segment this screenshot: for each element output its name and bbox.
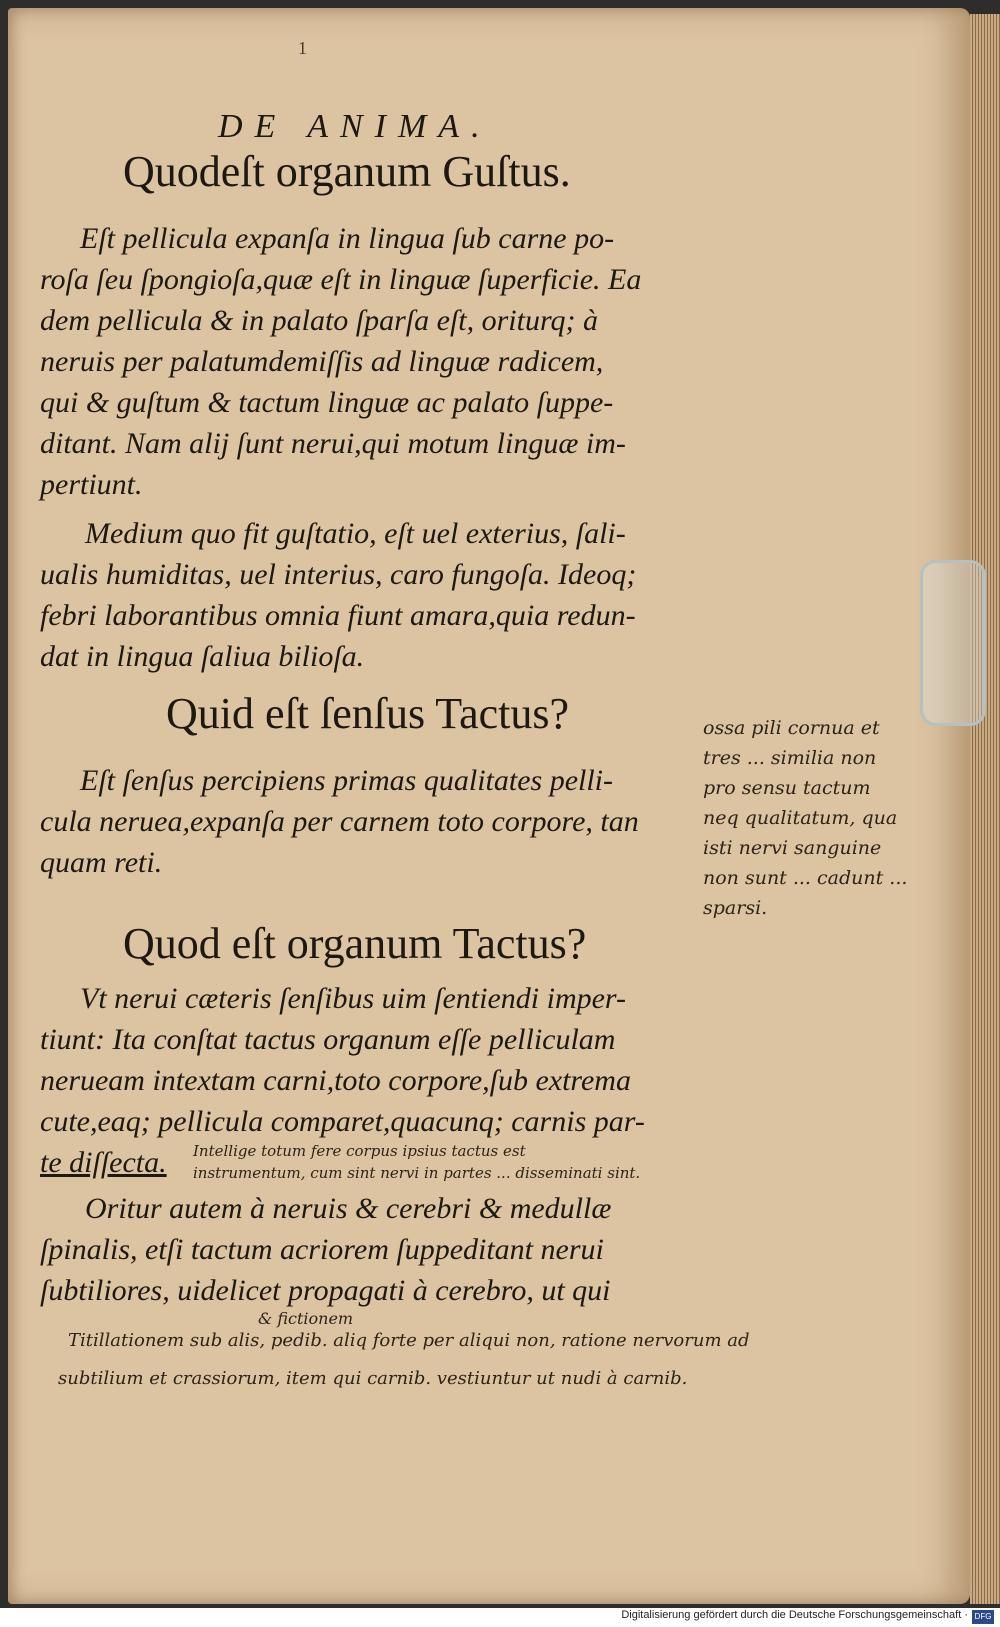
text-line: tiunt: Ita conſtat tactus organum eſſe pelliculam [40,1023,616,1056]
digitization-credit: Digitalisierung gefördert durch die Deutsche Forschungsgemeinschaft · [621,1609,968,1621]
margin-note: ossa pili cornua et tres ... similia non pro sensu tactum neq qualitatum, qua isti nervi sanguine non sunt ... cadunt ... sparsi. [703,717,908,919]
text-line: pertiunt. [40,468,143,501]
text-line: Eſt ſenſus percipiens primas qualitates pelli- [80,764,613,797]
heading-sensus-tactus: Quid eſt ſenſus Tactus? [166,689,570,738]
text-line: Vt nerui cæteris ſenſibus uim ſentiendi imper- [80,982,626,1015]
text-line: neruis per palatumdemiſſis ad linguæ radicem, [40,345,604,378]
inline-note: instrumentum, cum sint nervi in partes ... disseminati sint. [193,1164,641,1182]
book-page [8,8,970,1604]
paragraph [40,1188,700,1311]
text-line: ſpinalis, etſi tactum acriorem ſuppeditant nerui [40,1233,604,1266]
text-line: dem pellicula & in palato ſparſa eſt, oriturq; à [40,304,599,337]
text-line: ualis humiditas, uel interius, caro fungoſa. Ideoq; [40,558,637,591]
paper-clip [920,560,986,726]
footer-bar [0,1608,1000,1627]
text-line: quam reti. [40,846,163,879]
running-head: DE ANIMA. [218,108,492,145]
paragraph [40,218,700,505]
page-edges [970,14,1000,1604]
text-line: dat in lingua ſaliua bilioſa. [40,640,365,673]
text-line: nerueam intextam carni,toto corpore,ſub extrema [40,1064,631,1097]
text-line: Medium quo fit guſtatio, eſt uel exterius, ſali- [85,517,626,550]
insertion-note: & fictionem [258,1309,354,1328]
text-line: ſubtiliores, uidelicet propagati à cerebro, ut qui [40,1274,611,1307]
heading-organum-gustus: Quodeſt organum Guſtus. [123,147,571,196]
text-line: febri laborantibus omnia fiunt amara,quia redun- [40,599,636,632]
bottom-note: subtilium et crassiorum, item qui carnib. vestiuntur ut nudi à carnib. [58,1368,688,1389]
text-line: Oritur autem à neruis & cerebri & medullæ [85,1192,612,1225]
bottom-note: Titillationem sub alis, pedib. aliq forte per aliqui non, ratione nervorum ad [68,1330,750,1351]
text-line: ditant. Nam alij ſunt nerui,qui motum linguæ im- [40,427,626,460]
text-line: cute,eaq; pellicula comparet,quacunq; carnis par- [40,1105,645,1138]
dfg-logo-icon: DFG [972,1610,994,1624]
inline-note: Intellige totum fere corpus ipsius tactus est [193,1142,526,1160]
text-line: qui & guſtum & tactum linguæ ac palato ſuppe- [40,386,614,419]
heading-organum-tactus: Quod eſt organum Tactus? [123,919,587,968]
paragraph [40,513,700,677]
text-line: cula neruea,expanſa per carnem toto corpore, tan [40,805,639,838]
text-line: te diſſecta. [40,1146,167,1179]
paragraph [40,760,700,883]
page-number: 1 [298,38,307,58]
text-line: roſa ſeu ſpongioſa,quæ eſt in linguæ ſuperficie. Ea [40,263,642,296]
text-line: Eſt pellicula expanſa in lingua ſub carne po- [80,222,615,255]
